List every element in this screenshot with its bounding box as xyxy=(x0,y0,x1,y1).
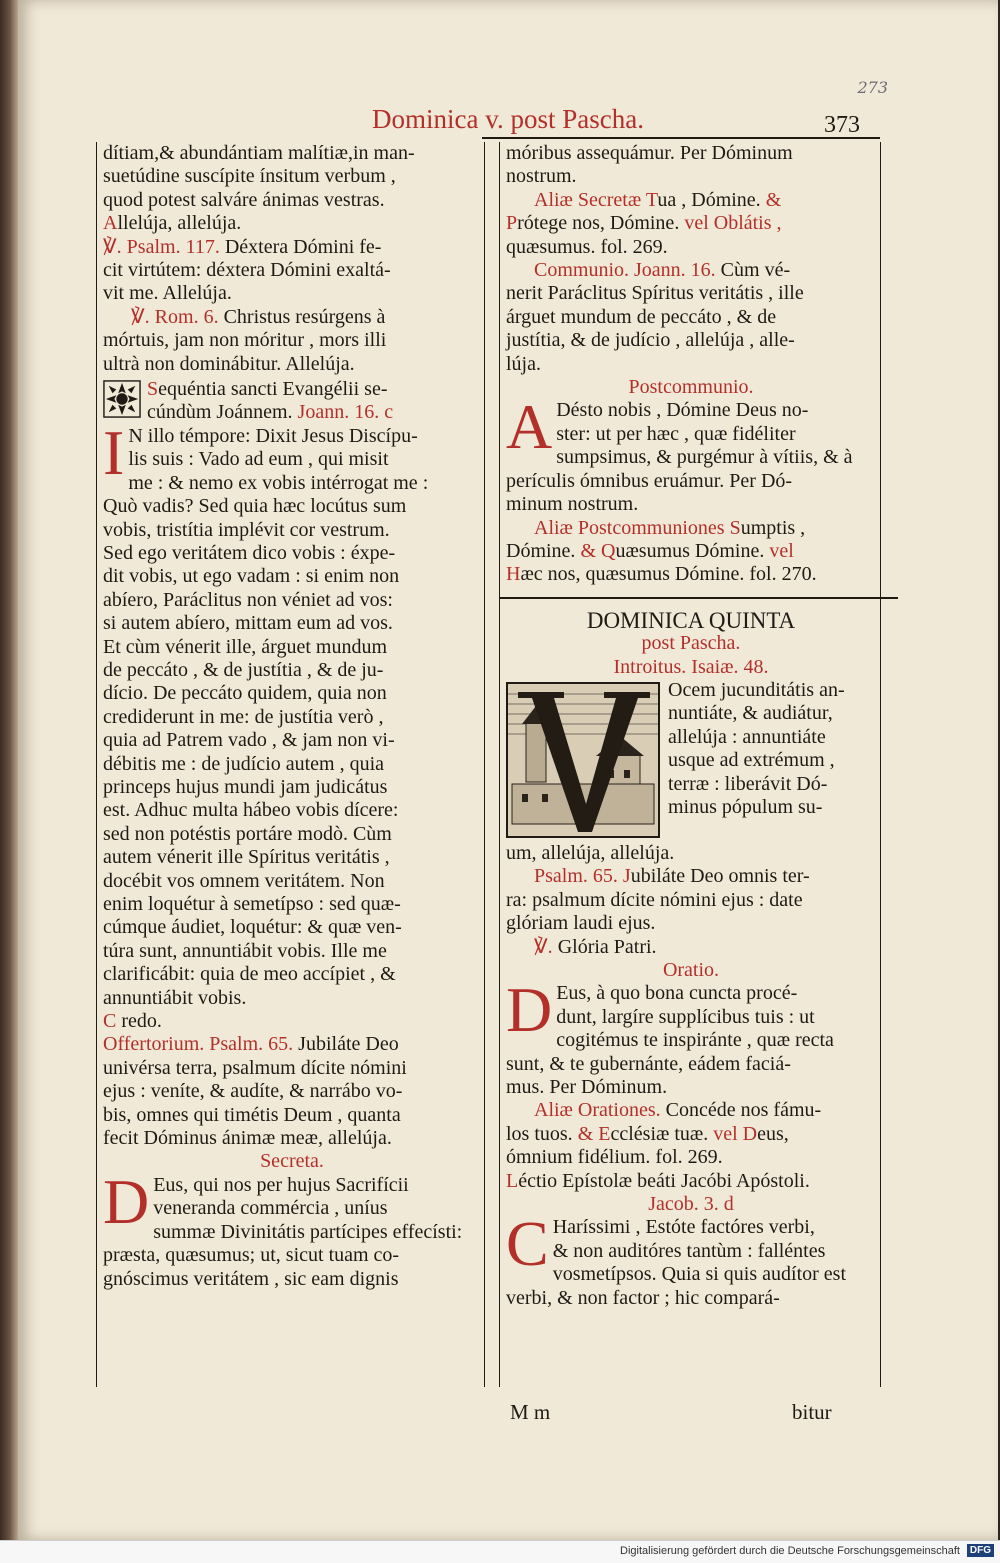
text-line: de peccáto , & de justítia , & de ju- xyxy=(103,658,384,681)
woodcut-initial-v-icon xyxy=(506,682,660,838)
signature-mark: M m xyxy=(510,1400,551,1424)
text-line: dício. De peccáto quidem, quia non xyxy=(103,682,387,705)
text-line: univérsa terra, psalmum dícite nómini xyxy=(103,1056,407,1079)
text-line: ejus : veníte, & audíte, & narrábo vo- xyxy=(103,1080,403,1103)
introit-text xyxy=(506,679,876,865)
drop-cap-initial: D xyxy=(103,1165,150,1237)
gospel-heading xyxy=(103,378,481,425)
text-line: crediderunt in me: de justítia verò , xyxy=(103,705,384,728)
text-line: túra sunt, annuntiábit vobis. Ille me xyxy=(103,939,387,962)
john-reference: Joann. 16. c xyxy=(292,401,394,424)
text-line: autem vénerit ille Spíritus veritátis , xyxy=(103,846,390,869)
text-line: Léctio Epístolæ beáti Jacóbi Apóstoli. xyxy=(506,1169,810,1192)
text-line: lis suis : Vado ad eum , qui misit xyxy=(128,448,389,471)
text-line: Haríssimi , Estóte factóres verbi, xyxy=(552,1216,815,1239)
text-line: Allelúja, allelúja. xyxy=(103,212,242,235)
text-line: Dómine. & Quæsumus Dómine. vel xyxy=(506,539,794,562)
text-line: Et cùm vénerit ille, árguet mundum xyxy=(103,635,388,658)
text-line: minum nostrum. xyxy=(506,493,639,516)
pencil-folio-number: 273 xyxy=(857,78,888,97)
text-line: mus. Per Dóminum. xyxy=(506,1076,668,1098)
epistle-reference: Jacob. 3. d xyxy=(648,1193,734,1216)
text-line: dunt, largíre supplícibus tuis : ut xyxy=(556,1005,815,1028)
text-line: annuntiábit vobis. xyxy=(103,986,247,1009)
text-line: Eus, à quo bona cuncta procé- xyxy=(556,982,798,1005)
romans-reference: ℣. Rom. 6. xyxy=(131,305,219,328)
introit-heading: Introitus. Isaiæ. 48. xyxy=(613,655,769,678)
drop-cap-initial: C xyxy=(506,1208,549,1280)
text-line: mórtuis, jam non móritur , mors illi xyxy=(103,329,387,352)
text-line: ster: ut per hæc , quæ fidéliter xyxy=(556,422,796,445)
sunday-title: DOMINICA QUINTA xyxy=(586,607,796,633)
column-divider-rule xyxy=(484,142,485,1387)
text-line: cúndùm Joánnem. Joann. 16. c xyxy=(147,401,394,424)
oratio-heading: Oratio. xyxy=(662,958,720,981)
text-line: N illo témpore: Dixit Jesus Discípu- xyxy=(128,424,418,447)
text-line: sed non potéstis portáre modò. Cùm xyxy=(103,822,392,845)
text-line: Quò vadis? Sed quia hæc locútus sum xyxy=(103,495,407,518)
text-line: nuntiáte, & audiátur, xyxy=(668,702,833,725)
offertory-heading: Offertorium. Psalm. 65. xyxy=(103,1033,294,1056)
text-line: ra: psalmum dícite nómini ejus : date xyxy=(506,888,803,911)
text-line: vit me. Allelúja. xyxy=(103,282,232,305)
text-line: Prótege nos, Dómine. vel Oblátis , xyxy=(506,212,782,235)
text-line: ℣. Glória Patri. xyxy=(534,935,657,958)
text-line: C redo. xyxy=(103,1010,162,1033)
catchword: bitur xyxy=(792,1400,832,1424)
red-letter: A xyxy=(103,212,118,235)
text-line: Aliæ Postcommuniones Sumptis , xyxy=(534,516,806,539)
text-line: perículis ómnibus eruámur. Per Dó- xyxy=(506,469,793,492)
section-rule xyxy=(500,597,898,599)
text-line: fecit Dóminus ánimæ meæ, allelúja. xyxy=(103,1127,392,1150)
postcommunion-heading: Postcommunio. xyxy=(628,376,754,399)
text-line: nerit Paráclitus Spíritus veritátis , ille xyxy=(506,282,804,305)
right-text-column xyxy=(506,142,876,1310)
text-line: Aliæ Secretæ Tua , Dómine. & xyxy=(534,188,782,211)
text-line: cit virtútem: déxtera Dómini exaltá- xyxy=(103,259,391,282)
text-line: quia ad Patrem vado , & jam non vi- xyxy=(103,729,395,752)
oratio-text xyxy=(506,974,876,1099)
text-line: docébit vos omnem veritátem. Non xyxy=(103,869,385,892)
psalm-reference: ℣. Psalm. 117. xyxy=(103,235,220,258)
text-line: árguet mundum de peccáto , & de xyxy=(506,305,777,328)
drop-cap-initial: D xyxy=(506,974,553,1046)
text-line: abíero, Paráclitus non véniet ad vos: xyxy=(103,588,393,611)
text-line: est. Adhuc multa hábeo vobis dícere: xyxy=(103,799,399,822)
text-line: gnóscimus veritátem , sic eam dignis xyxy=(103,1267,399,1290)
text-line: Désto nobis , Dómine Deus no- xyxy=(556,399,809,422)
text-line: vosmetípsos. Quia si quis audítor est xyxy=(552,1263,847,1286)
text-line: Sed ego veritátem dico vobis : éxpe- xyxy=(103,541,396,564)
text-line: Ocem jucunditátis an- xyxy=(668,678,845,701)
secret-text xyxy=(103,1165,481,1291)
text-line: Sequéntia sancti Evangélii se- xyxy=(147,378,388,401)
text-line: vobis, tristítia implévit cor vestrum. xyxy=(103,518,390,541)
text-line: glóriam laudi ejus. xyxy=(506,912,656,935)
left-text-column xyxy=(103,142,481,1291)
text-line: præsta, quæsumus; ut, sicut tuam co- xyxy=(103,1244,400,1267)
text-line: nostrum. xyxy=(506,165,577,188)
text-line: cogitémus te inspiránte , quæ recta xyxy=(556,1029,834,1052)
text-line: usque ad extrémum , xyxy=(668,749,835,772)
postcommunion-text xyxy=(506,391,876,516)
fleuron-ornament-icon xyxy=(103,380,141,418)
text-line: bis, omnes qui timétis Deum , quanta xyxy=(103,1103,401,1126)
text-line: terræ : liberávit Dó- xyxy=(668,772,828,795)
header-rule xyxy=(482,137,880,139)
red-letter: S xyxy=(147,378,159,401)
gospel-text xyxy=(103,416,481,1010)
text-line: Communio. Joann. 16. Cùm vé- xyxy=(534,259,791,282)
text-line: móribus assequámur. Per Dóminum xyxy=(506,142,793,164)
text-line: justítia, & de judício , allelúja , alle- xyxy=(506,329,795,352)
digitization-footer xyxy=(0,1540,1000,1563)
communion-heading: Communio. Joann. 16. xyxy=(534,259,716,282)
text-line: & non auditóres tantùm : falléntes xyxy=(552,1239,826,1262)
left-border-rule xyxy=(96,142,97,1387)
book-binding xyxy=(0,0,18,1540)
text-line: verbi, & non factor ; hic compará- xyxy=(506,1286,780,1309)
text-line: Hæc nos, quæsumus Dómine. fol. 270. xyxy=(506,563,817,586)
text-line: ℣. Psalm. 117. Déxtera Dómini fe- xyxy=(103,235,382,258)
text-line: enim loquétur à semetípso : sed quæ- xyxy=(103,893,401,915)
page-number: 373 xyxy=(824,112,860,138)
text-line: summæ Divinitátis partícipes effecísti: xyxy=(153,1220,463,1243)
text-line: ultrà non dominábitur. Allelúja. xyxy=(103,352,355,375)
text-line: Offertorium. Psalm. 65. Jubiláte Deo xyxy=(103,1033,399,1056)
running-header-title: Dominica v. post Pascha. xyxy=(372,104,644,134)
epistle-text xyxy=(506,1208,876,1310)
text-line: sumpsimus, & purgémur à vítiis, & à xyxy=(556,446,853,469)
text-line: allelúja : annuntiáte xyxy=(668,725,826,748)
text-line: Aliæ Orationes. Concéde nos fámu- xyxy=(534,1099,822,1122)
text-line: veneranda commércia , uníus xyxy=(153,1197,388,1220)
dfg-logo: DFG xyxy=(967,1544,994,1557)
red-letter: C xyxy=(103,1010,117,1033)
text-line: sunt, & te gubernánte, eádem faciá- xyxy=(506,1052,791,1075)
drop-cap-initial: I xyxy=(103,416,125,488)
sunday-subtitle: post Pascha. xyxy=(641,632,741,655)
text-line: Psalm. 65. Jubiláte Deo omnis ter- xyxy=(534,865,810,888)
secret-heading: Secreta. xyxy=(260,1150,324,1173)
text-line: um, allelúja, allelúja. xyxy=(506,841,675,864)
text-line: clarificábit: quia de meo accípiet , & xyxy=(103,963,396,986)
text-line: minus pópulum su- xyxy=(668,795,823,818)
text-line: me : & nemo ex vobis intérrogat me : xyxy=(128,471,429,494)
text-line: dítiam,& abundántiam malítiæ,in man- xyxy=(103,142,415,164)
text-line: suetúdine suscípite ínsitum verbum , xyxy=(103,165,396,188)
text-line: lúja. xyxy=(506,352,541,375)
text-line: princeps hujus mundi jam judicátus xyxy=(103,775,388,798)
text-line: débitis me : de judício autem , quia xyxy=(103,752,385,775)
right-border-rule xyxy=(880,142,881,1387)
text-line: quæsumus. fol. 269. xyxy=(506,235,668,258)
footer-credit: Digitalisierung gefördert durch die Deutsche Forschungsgemeinschaft xyxy=(620,1545,960,1557)
text-line: ℣. Rom. 6. Christus resúrgens à xyxy=(131,305,386,328)
text-line: cúmque áudiet, loquétur: & quæ ven- xyxy=(103,916,402,939)
text-line: dit vobis, ut ego vadam : si enim non xyxy=(103,565,400,588)
column-divider-rule-2 xyxy=(499,142,500,1387)
text-line: los tuos. & Ecclésiæ tuæ. vel Deus, xyxy=(506,1122,789,1145)
text-line: ómnium fidélium. fol. 269. xyxy=(506,1146,723,1169)
text-line: Eus, qui nos per hujus Sacrifícii xyxy=(153,1173,409,1196)
text-line: quod potest salváre ánimas vestras. xyxy=(103,188,385,211)
drop-cap-initial: A xyxy=(506,391,553,463)
text-line: si autem abíero, mittam eum ad vos. xyxy=(103,612,393,635)
